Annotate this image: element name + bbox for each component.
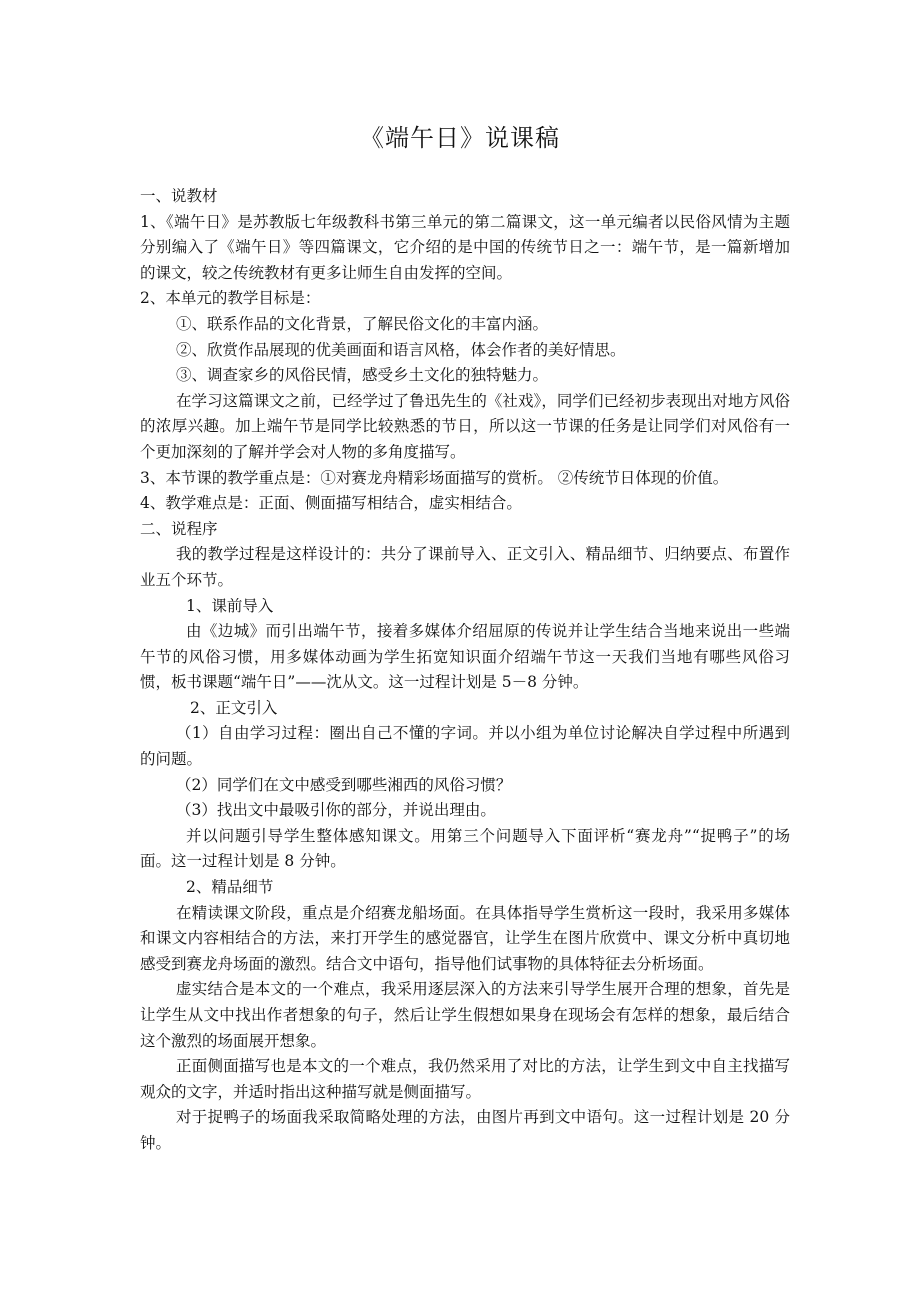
paragraph: （1）自由学习过程：圈出自己不懂的字词。并以小组为单位讨论解决自学过程中所遇到的问题。 (140, 724, 790, 769)
paragraph: ③、调查家乡的风俗民情，感受乡土文化的独特魅力。 (176, 366, 549, 385)
document-body (140, 184, 790, 1157)
paragraph: 2、本单元的教学目标是： (140, 289, 321, 308)
paragraph: 在学习这篇课文之前，已经学过了鲁迅先生的《社戏》，同学们已经初步表现出对地方风俗的浓厚兴趣。加上端午节是同学比较熟悉的节日，所以这一节课的任务是让同学们对风俗有一个更加深刻的了解并学会对人物的多角度描写。 (140, 391, 790, 461)
paragraph: （2）同学们在文中感受到哪些湘西的风俗习惯？ (176, 775, 512, 794)
page-title: 《端午日》说课稿 (360, 124, 560, 152)
paragraph: 一、说教材 (140, 187, 218, 205)
paragraph: （3）找出文中最吸引你的部分，并说出理由。 (176, 801, 496, 820)
paragraph: 在精读课文阶段，重点是介绍赛龙船场面。在具体指导学生赏析这一段时，我采用多媒体和课文内容相结合的方法，来打开学生的感觉器官，让学生在图片欣赏中、课文分析中真切地感受到赛龙舟场面的激烈。结合文中语句，指导他们试事物的具体特征去分析场面。 (140, 903, 790, 973)
paragraph: 由《边城》而引出端午节，接着多媒体介绍屈原的传说并让学生结合当地来说出一些端午节的风俗习惯，用多媒体动画为学生拓宽知识面介绍端午节这一天我们当地有哪些风俗习惯，板书课题“端午日”——沈从文。这一过程计划是 5－8 分钟。 (140, 622, 790, 692)
paragraph: 正面侧面描写也是本文的一个难点，我仍然采用了对比的方法，让学生到文中自主找描写观众的文字，并适时指出这种描写就是侧面描写。 (140, 1057, 790, 1101)
paragraph: 1、《端午日》是苏教版七年级教科书第三单元的第二篇课文，这一单元编者以民俗风情为主题分别编入了《端午日》等四篇课文，它介绍的是中国的传统节日之一：端午节，是一篇新增加的课文，较之传统教材有更多让师生自由发挥的空间。 (140, 212, 790, 282)
paragraph: 对于捉鸭子的场面我采取简略处理的方法，由图片再到文中语句。这一过程计划是 20 分钟。 (140, 1108, 790, 1152)
paragraph: 3、本节课的教学重点是：①对赛龙舟精彩场面描写的赏析。 ②传统节日体现的价值。 (140, 468, 729, 487)
paragraph: 二、说程序 (140, 519, 218, 538)
paragraph: 4、教学难点是：正面、侧面描写相结合，虚实相结合。 (140, 494, 522, 513)
paragraph: 1、课前导入 (186, 596, 274, 615)
paragraph: ①、联系作品的文化背景，了解民俗文化的丰富内涵。 (176, 314, 549, 333)
paragraph: 2、正文引入 (190, 698, 278, 717)
paragraph: ②、欣赏作品展现的优美画面和语言风格，体会作者的美好情思。 (176, 340, 626, 359)
paragraph: 虚实结合是本文的一个难点，我采用逐层深入的方法来引导学生展开合理的想象，首先是让学生从文中找出作者想象的句子，然后让学生假想如果身在现场会有怎样的想象，最后结合这个激烈的场面展开想象。 (140, 980, 790, 1050)
paragraph: 我的教学过程是这样设计的：共分了课前导入、正文引入、精品细节、归纳要点、布置作业五个环节。 (140, 545, 790, 589)
paragraph: 并以问题引导学生整体感知课文。用第三个问题导入下面评析“赛龙舟”“捉鸭子”的场面。这一过程计划是 8 分钟。 (140, 826, 790, 871)
paragraph: 2、精品细节 (186, 878, 274, 897)
